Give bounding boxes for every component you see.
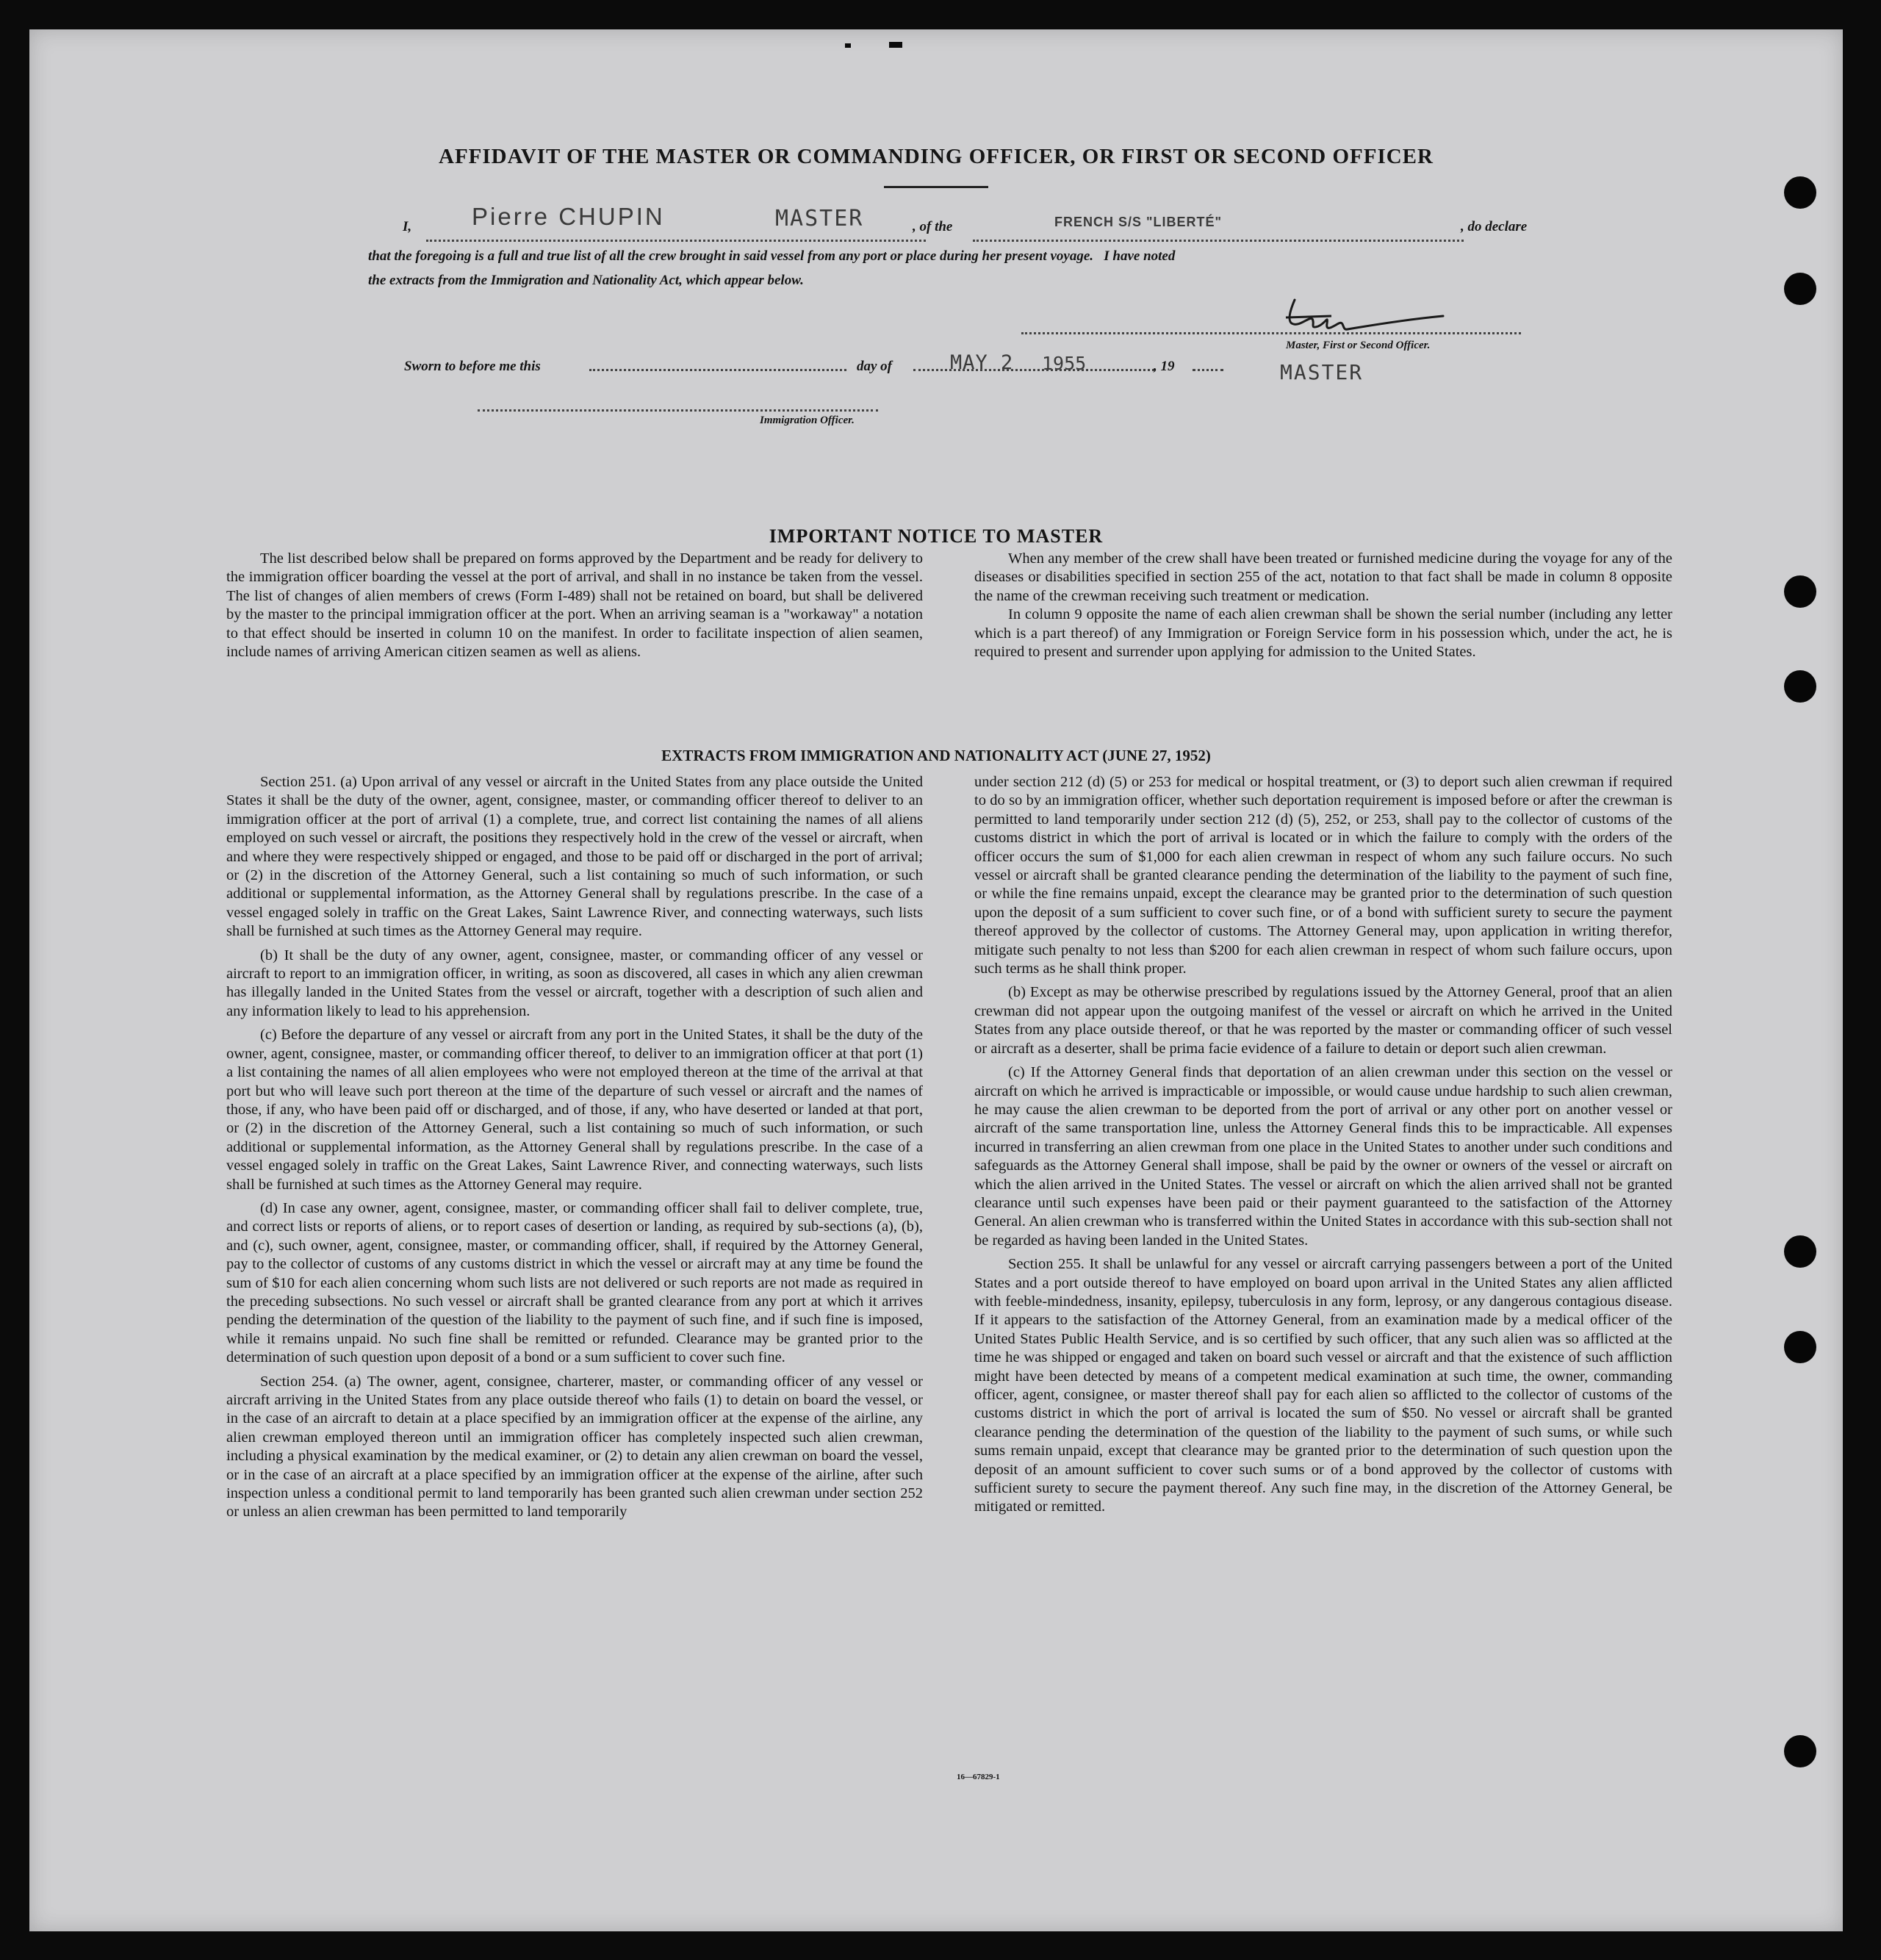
punch-hole	[1784, 176, 1816, 209]
declaration-line-2: that the foregoing is a full and true list of all the crew brought in said vessel from any port or place during her present voyage. I have noted	[368, 248, 1176, 264]
year-field-line	[1193, 367, 1223, 371]
scan-mark	[845, 43, 851, 48]
day-of-text: day of	[857, 359, 893, 374]
act-section-paragraph: (b) Except as may be otherwise prescribed by regulations issued by the Attorney General, proof that an alien crewman did not appear upon the outgoing manifest of the vessel or aircraft on which he arrived in the United States from any place outside thereof, or that he was reported by the master or commanding officer of such vessel or aircraft as a deserter, shall be prima facie evidence of a failure to detain or deport such alien crewman.	[974, 984, 1672, 1057]
declaration-line-3: the extracts from the Immigration and Nationality Act, which appear below.	[368, 273, 804, 288]
notice-paragraph: The list described below shall be prepared on forms approved by the Department and be ready for delivery to the immigration officer boarding the vessel at the port of arrival, and shall in no instance be taken from the vessel. The list of changes of alien members of crews (Form I-489) shall not be retained on board, but shall be delivered by the master to the principal immigration officer at the port. When an arriving seaman is a "workaway" a notation to that effect should be inserted in column 10 on the manifest. In order to facilitate inspection of alien seamen, include names of arriving American citizen seamen as well as aliens.	[226, 550, 923, 661]
extracts-right-column	[974, 773, 1672, 1522]
sworn-prefix: Sworn to before me this	[404, 359, 541, 374]
document-page	[29, 29, 1843, 1931]
title-rule	[884, 186, 988, 188]
officer-caption: Immigration Officer.	[760, 414, 855, 426]
notice-paragraph: In column 9 opposite the name of each alien crewman shall be shown the serial number (including any letter which is a part thereof) of any Immigration or Foreign Service form in his possession which, under the act, he is required to present and surrender upon applying for admission to the United States.	[974, 606, 1672, 661]
punch-hole	[1784, 1235, 1816, 1268]
act-section-paragraph: (b) It shall be the duty of any owner, agent, consignee, master, or commanding officer of any vessel or aircraft to report to an immigration officer, in writing, as soon as discovered, all cases in which any alien crewman has illegally landed in the United States from the vessel or aircraft, together with a description of such alien and any information likely to lead to his apprehension.	[226, 947, 923, 1019]
punch-hole	[1784, 1735, 1816, 1767]
do-declare-text: , do declare	[1461, 219, 1528, 234]
extracts-heading: EXTRACTS FROM IMMIGRATION AND NATIONALITY ACT (JUNE 27, 1952)	[661, 747, 1211, 764]
punch-hole	[1784, 273, 1816, 305]
act-section-paragraph: Section 254. (a) The owner, agent, consignee, charterer, master, or commanding officer of any vessel or aircraft arriving in the United States from any place outside thereof who fails (1) to detain on board the vessel, or in the case of an aircraft to detain at a place specified by an immigration officer at the expense of the airline, any alien crewman employed thereon until an immigration officer has completely inspected such alien crewman, including a physical examination by the medical examiner, or (2) to detain any alien crewman on board the vessel, or in the case of an aircraft at a place specified by an immigration officer at the expense of the airline, after such inspection unless a conditional permit to land temporarily has been granted such alien crewman under section 252 or unless an alien crewman has been permitted to land temporarily	[226, 1373, 923, 1521]
vessel-name: FRENCH S/S "LIBERTÉ"	[1054, 215, 1223, 229]
punch-hole	[1784, 670, 1816, 703]
sworn-day-line	[589, 367, 846, 371]
act-section-paragraph: Section 255. It shall be unlawful for any vessel or aircraft carrying passengers between a port of the United States and a port outside thereof to have employed on board upon arrival in the United States any alien afflicted with feeble-mindedness, insanity, epilepsy, tuberculosis in any form, leprosy, or any dangerous contagious disease. If it appears to the satisfaction of the Attorney General, from an examination made by a medical officer of the United States Public Health Service, and is so certified by such officer, that any such alien was so afflicted at the time he was shipped or engaged and taken on board such vessel or aircraft and that the existence of such affliction might have been detected by means of a competent medical examination at such time, the owner, commanding officer, agent, consignee, or master thereof shall pay for each alien so afflicted to the collector of customs of the customs district in which the port of arrival is located the sum of $50. No vessel or aircraft shall be granted clearance pending the determination of the question of the liability to the payment of such sums, or while such sums remain unpaid, except that clearance may be granted prior to the determination of such question upon the deposit of an amount sufficient to cover such sums or of a bond approved by the collector of customs with sufficient surety to secure the payment thereof. Any such fine may, in the discretion of the Attorney General, be mitigated or remitted.	[974, 1256, 1672, 1515]
master-signature	[1280, 294, 1471, 345]
act-section-paragraph: (d) In case any owner, agent, consignee, master, or commanding officer shall fail to deliver complete, true, and correct lists or reports of aliens, or to report cases of desertion or landing, as required by sub-sections (a), (b), and (c), such owner, agent, consignee, master, or commanding officer, shall, if required by the Attorney General, pay to the collector of customs of any customs district in which the vessel or aircraft may at any time be found the sum of $10 for each alien concerning whom such lists are not delivered or such reports are not made as required in the preceding subsections. No such vessel or aircraft shall be granted clearance from any port at which it arrives pending the determination of the question of the liability to the payment of such fine, and if such fine is imposed, while it remains unpaid. No such fine shall be remitted or refunded. Clearance may be granted prior to the determination of such question upon deposit of a bond or a sum sufficient to cover such fine.	[226, 1199, 923, 1366]
notice-heading: IMPORTANT NOTICE TO MASTER	[769, 525, 1104, 547]
nineteen-text: , 19	[1154, 359, 1175, 374]
signature-line	[1021, 331, 1521, 334]
act-section-paragraph: (c) If the Attorney General finds that deportation of an alien crewman under this section on the vessel or aircraft on which he arrived is impracticable or impossible, or would cause undue hardship to such alien crewman, he may cause the alien crewman to be deported from the port of arrival or any other port on another vessel or aircraft of the same transportation line, unless the Attorney General finds this to be impracticable. All expenses incurred in transferring an alien crewman from one place in the United States to another under such conditions and safeguards as the Attorney General shall impose, shall be paid by the owner or owners of the vessel or aircraft on which the alien arrived in the United States. The vessel or aircraft on which the alien arrived shall not be granted clearance until such expenses have been paid or their payment guaranteed to the satisfaction of the Attorney General. An alien crewman who is transferred within the United States in accordance with this sub-section shall not be regarded as having been landed in the United States.	[974, 1064, 1672, 1249]
notice-paragraph: When any member of the crew shall have been treated or furnished medicine during the voyage for any of the diseases or disabilities specified in section 255 of the act, notation to that fact shall be made in column 8 opposite the name of the crewman receiving such treatment or medication.	[974, 550, 1672, 604]
act-section-paragraph: Section 251. (a) Upon arrival of any vessel or aircraft in the United States from any place outside the United States it shall be the duty of the owner, agent, consignee, master, or commanding officer thereof to deliver to an immigration officer at the port of arrival (1) a complete, true, and correct list containing the names of all aliens employed on such vessel or aircraft, the positions they respectively hold in the crew of the vessel or aircraft, when and where they were respectively shipped or engaged, and those to be paid off or discharged in the port of arrival; or (2) in the discretion of the Attorney General, such a list containing so much of such information, or such additional or supplemental information, as the Attorney General shall by regulations prescribe. In the case of a vessel engaged solely in traffic on the Great Lakes, Saint Lawrence River, and connecting waterways, such lists shall be furnished at such times as the Attorney General may require.	[226, 774, 923, 940]
of-the-text: , of the	[913, 219, 953, 234]
signature-caption: Master, First or Second Officer.	[1286, 340, 1431, 351]
notice-right-column	[974, 550, 1672, 661]
master-stamp: MASTER	[1280, 360, 1364, 384]
punch-hole	[1784, 575, 1816, 608]
master-rank: MASTER	[775, 206, 864, 231]
notice-left-column	[226, 550, 923, 661]
act-section-paragraph: (c) Before the departure of any vessel or aircraft from any port in the United States, it shall be the duty of the owner, agent, consignee, master, or commanding officer thereof, to deliver to an immigration officer at that port (1) a list containing the names of all alien employees who were not employed thereon at the time of the arrival at that port but who will leave such port thereon at the time of the departure of such vessel or aircraft and the names of those, if any, who have been paid off or discharged, and of those, if any, who have deserted or landed at that port, or (2) in the discretion of the Attorney General, such a list containing so much of such information, or such additional or supplemental information, as the Attorney General shall by regulations prescribe. In the case of a vessel engaged solely in traffic on the Great Lakes, Saint Lawrence River, and connecting waterways, such lists shall be furnished at such times as the Attorney General may require.	[226, 1027, 923, 1193]
year-stamp: 1955	[1042, 353, 1087, 374]
act-section-paragraph: under section 212 (d) (5) or 253 for medical or hospital treatment, or (3) to deport such alien crewman if required to do so by an immigration officer, whether such deportation requirement is imposed before or after the crewman is permitted to land temporarily under section 212 (d) (5), 252, or 253, shall pay to the collector of customs of the customs district in which the port of arrival is located or in which the failure to comply with the orders of the officer occurs the sum of $1,000 for each alien crewman in respect of whom any such failure occurs. No such vessel or aircraft shall be granted clearance pending the determination of the liability to the payment of such fine, or while the fine remains unpaid, except the clearance may be granted prior to the determination of such question upon the deposit of a sum sufficient to cover such fine, or of a bond with sufficient surety to secure the payment thereof approved by the collector of customs. The Attorney General may, upon application in writing therefor, mitigate such penalty to not less than $200 for each alien crewman in respect of whom such failure occurs, upon such terms as he shall think proper.	[974, 774, 1672, 977]
extracts-left-column	[226, 773, 923, 1527]
officer-signature-line	[478, 408, 878, 412]
form-number: 16—67829-1	[957, 1773, 1000, 1781]
declaration-prefix: I,	[403, 219, 412, 234]
page-title: AFFIDAVIT OF THE MASTER OR COMMANDING OFFICER, OR FIRST OR SECOND OFFICER	[439, 145, 1434, 168]
date-stamp: MAY 2	[950, 351, 1014, 374]
master-name: Pierre CHUPIN	[472, 203, 665, 230]
scan-mark	[889, 42, 902, 48]
punch-hole	[1784, 1331, 1816, 1363]
